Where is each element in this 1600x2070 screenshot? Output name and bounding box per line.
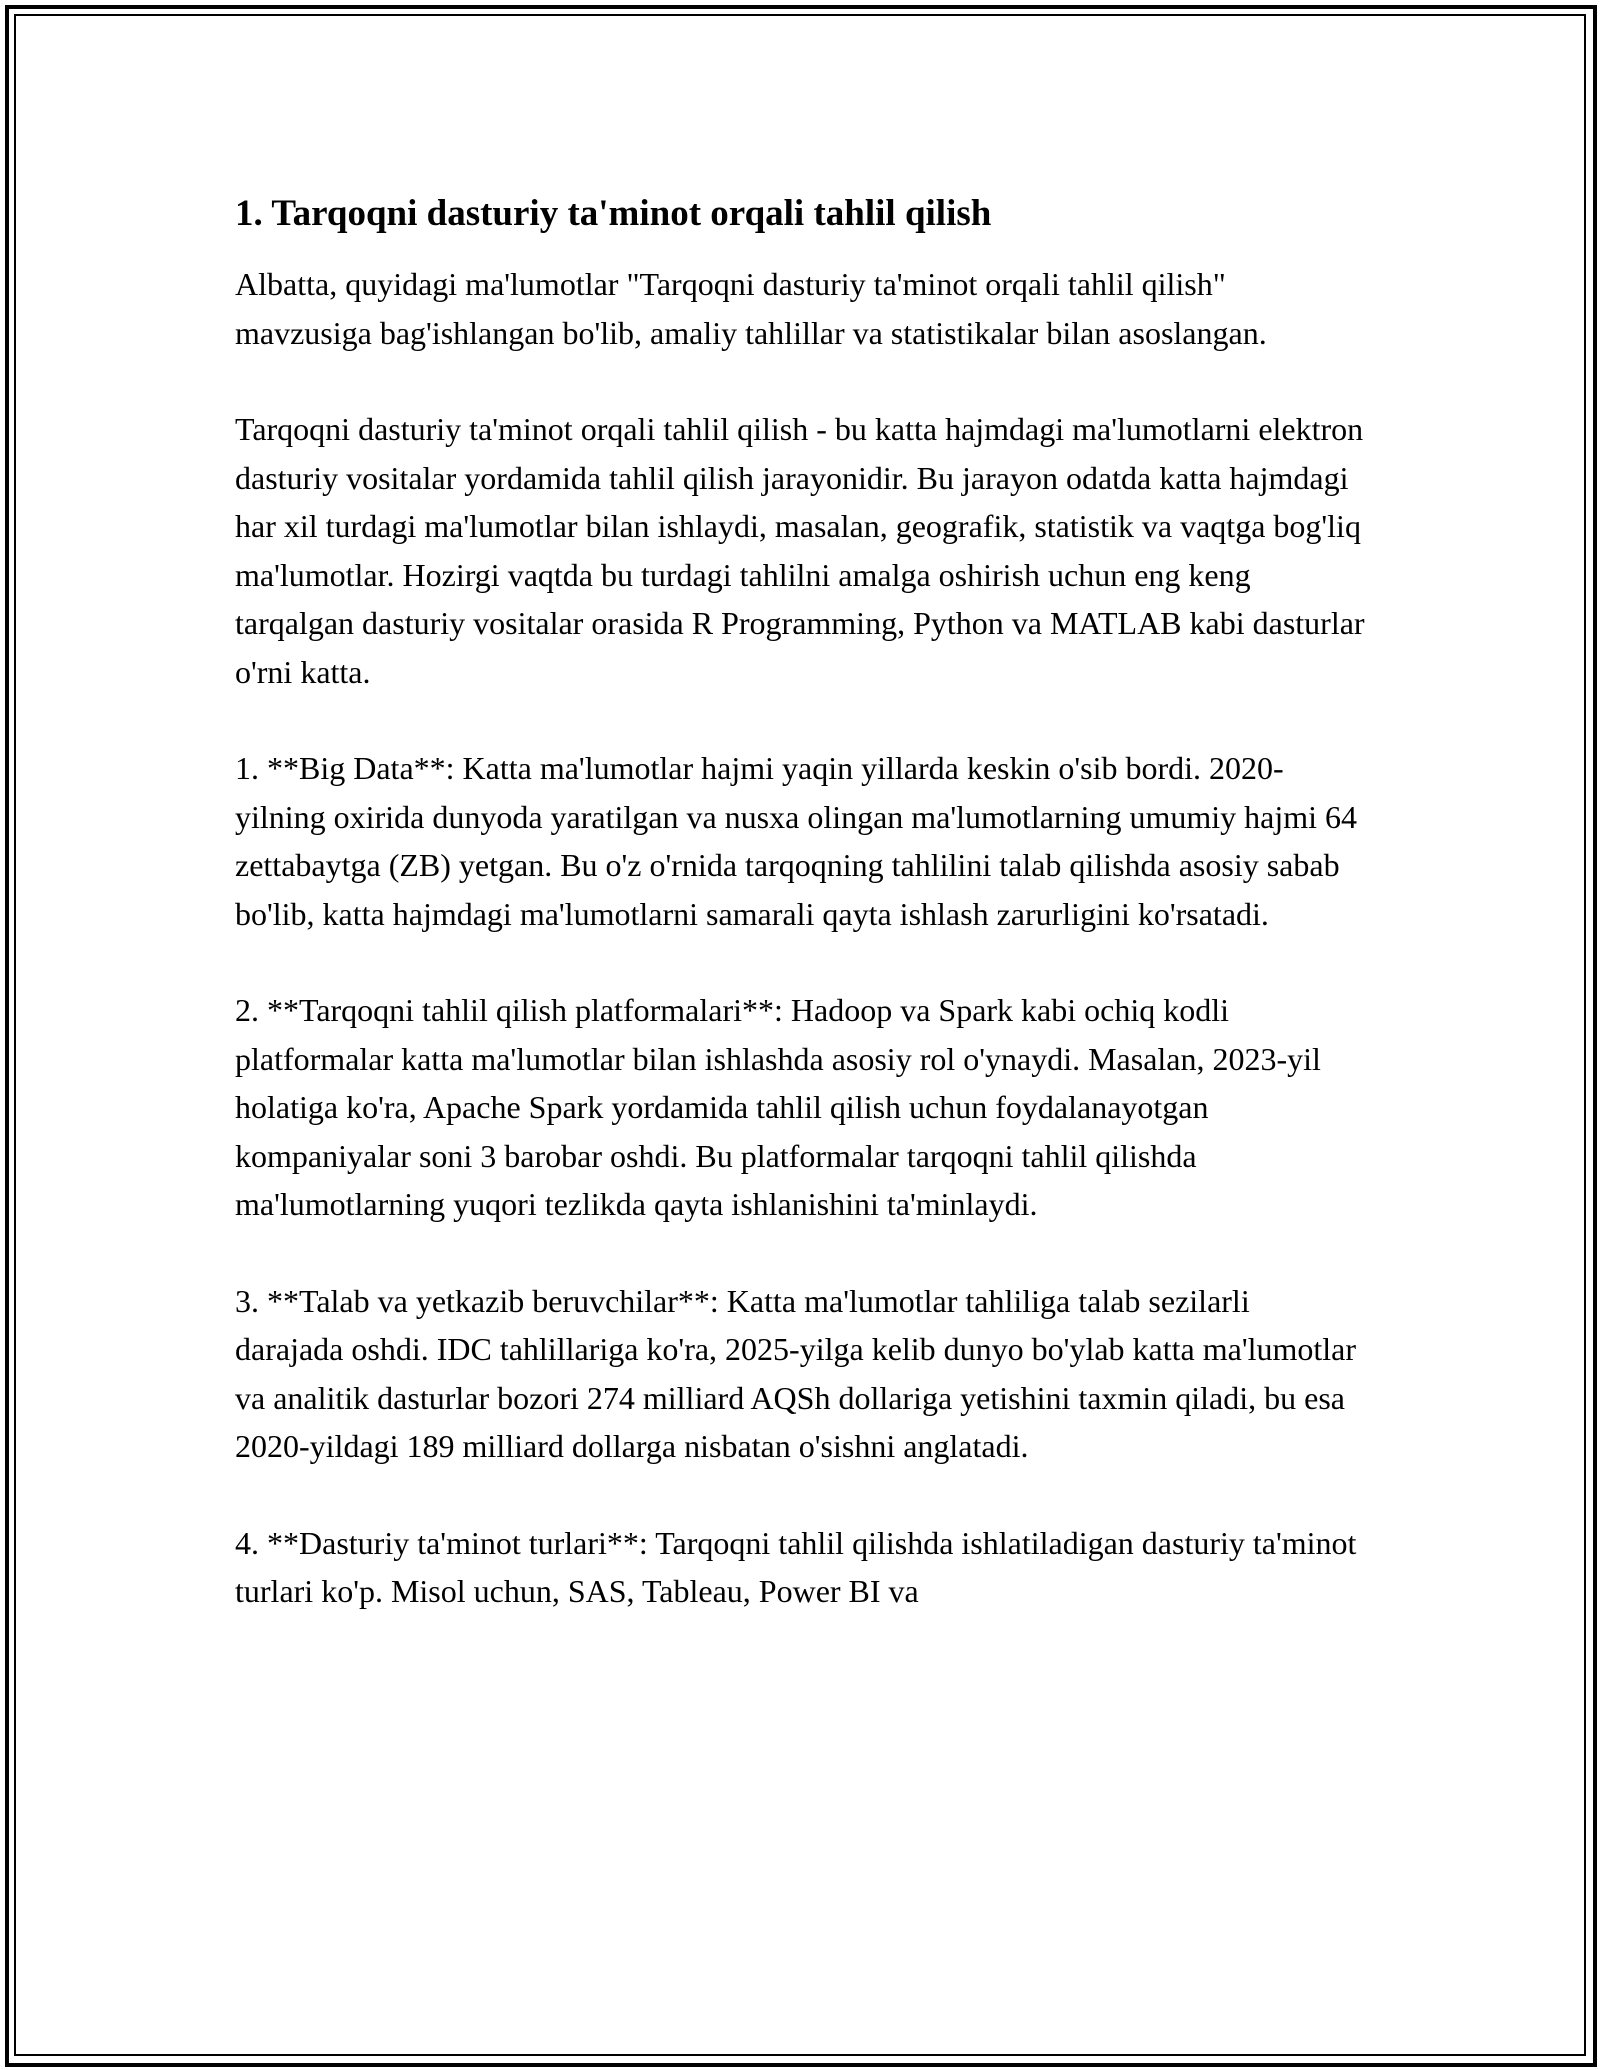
list-item-platforms: 2. **Tarqoqni tahlil qilish platformalari**: Hadoop va Spark kabi ochiq kodli platformalar katta ma'lumotlar bilan ishlashda asosiy rol o'ynaydi. Masalan, 2023-yil holatiga ko'ra, Apache Spark yordamida tahlil qilish uchun foydalanayotgan kompaniyalar soni 3 barobar oshdi. Bu platformalar tarqoqni tahlil qilishda ma'lumotlarning yuqori tezlikda qayta ishlanishini ta'minlaydi.: [235, 992, 1321, 1222]
list-item-software-types: 4. **Dasturiy ta'minot turlari**: Tarqoqni tahlil qilishda ishlatiladigan dasturiy ta'minot turlari ko'p. Misol uchun, SAS, Tableau, Power BI va: [235, 1524, 1357, 1609]
list-item-big-data: 1. **Big Data**: Katta ma'lumotlar hajmi yaqin yillarda keskin o'sib bordi. 2020-yilning oxirida dunyoda yaratilgan va nusxa olingan ma'lumotlarning umumiy hajmi 64 zettabaytga (ZB) yetgan. Bu o'z o'rnida tarqoqning tahlilini talab qilishda asosiy sabab bo'lib, katta hajmdagi ma'lumotlarni samarali qayta ishlash zarurligini ko'rsatadi.: [235, 750, 1358, 932]
document-title: 1. Tarqoqni dasturiy ta'minot orqali tahlil qilish: [235, 193, 992, 234]
list-item-demand-suppliers: 3. **Talab va yetkazib beruvchilar**: Katta ma'lumotlar tahliliga talab sezilarli darajada oshdi. IDC tahlillariga ko'ra, 2025-yilga kelib dunyo bo'ylab katta ma'lumotlar va analitik dasturlar bozori 274 milliard AQSh dollariga yetishini taxmin qiladi, bu esa 2020-yildagi 189 milliard dollarga nisbatan o'sishni anglatadi.: [235, 1282, 1356, 1464]
document-body: [235, 190, 1365, 1664]
definition-paragraph: Tarqoqni dasturiy ta'minot orqali tahlil qilish - bu katta hajmdagi ma'lumotlarni elektron dasturiy vositalar yordamida tahlil qilish jarayonidir. Bu jarayon odatda katta hajmdagi har xil turdagi ma'lumotlar bilan ishlaydi, masalan, geografik, statistik va vaqtga bog'liq ma'lumotlar. Hozirgi vaqtda bu turdagi tahlilni amalga oshirish uchun eng keng tarqalgan dasturiy vositalar orasida R Programming, Python va MATLAB kabi dasturlar o'rni katta.: [235, 411, 1365, 690]
intro-paragraph: Albatta, quyidagi ma'lumotlar "Tarqoqni dasturiy ta'minot orqali tahlil qilish" mavzusiga bag'ishlangan bo'lib, amaliy tahlillar va statistikalar bilan asoslangan.: [235, 266, 1267, 351]
